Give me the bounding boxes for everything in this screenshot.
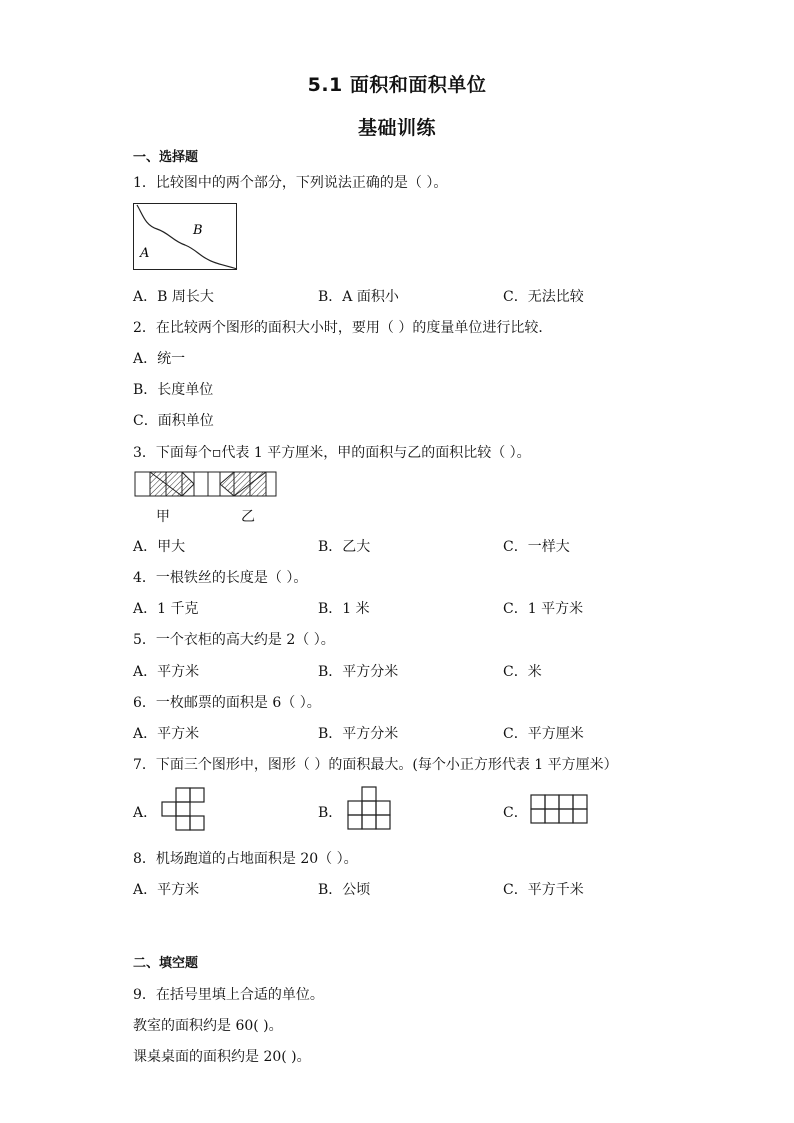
section-heading-fill: 二、填空题 xyxy=(133,956,199,971)
q3-option-a[interactable]: A．甲大 xyxy=(133,539,186,555)
q3-grid-figure xyxy=(134,471,278,499)
question-9: 9．在括号里填上合适的单位。 xyxy=(133,987,324,1003)
q3-label-jia: 甲 xyxy=(156,509,170,525)
q7-option-c[interactable]: C． xyxy=(503,805,528,821)
q3-shape-jia-triangle xyxy=(182,472,194,496)
q7-option-b[interactable]: B． xyxy=(318,805,343,821)
q1-figure xyxy=(133,203,239,271)
q1-option-c[interactable]: C．无法比较 xyxy=(503,289,584,305)
q4-option-a[interactable]: A．1 千克 xyxy=(133,601,199,617)
q8-option-a[interactable]: A．平方米 xyxy=(133,882,200,898)
q7-option-a[interactable]: A． xyxy=(133,805,158,821)
question-1: 1．比较图中的两个部分，下列说法正确的是（ ）。 xyxy=(133,175,448,191)
q5-option-a[interactable]: A．平方米 xyxy=(133,664,200,680)
question-8: 8．机场跑道的占地面积是 20（ ）。 xyxy=(133,851,358,867)
q8-option-c[interactable]: C．平方千米 xyxy=(503,882,584,898)
q5-option-b[interactable]: B．平方分米 xyxy=(318,664,399,680)
q1-option-a[interactable]: A．B 周长大 xyxy=(133,289,214,305)
question-4: 4．一根铁丝的长度是（ ）。 xyxy=(133,570,308,586)
q2-option-c[interactable]: C．面积单位 xyxy=(133,413,214,429)
q1-option-b[interactable]: B．A 面积小 xyxy=(318,289,399,305)
q7-figure-c xyxy=(530,794,590,826)
q7-figure-b xyxy=(347,786,393,832)
q9-line-desk[interactable]: 课桌桌面的面积约是 20( )。 xyxy=(133,1049,311,1065)
q6-option-b[interactable]: B．平方分米 xyxy=(318,726,399,742)
question-6: 6．一枚邮票的面积是 6（ ）。 xyxy=(133,695,321,711)
question-5: 5．一个衣柜的高大约是 2（ ）。 xyxy=(133,632,335,648)
page-title: 5.1 面积和面积单位 xyxy=(307,74,487,96)
q4-option-c[interactable]: C．1 平方米 xyxy=(503,601,584,617)
q3-label-yi: 乙 xyxy=(241,509,255,525)
q4-option-b[interactable]: B．1 米 xyxy=(318,601,370,617)
q7-figure-a xyxy=(161,787,207,831)
q2-option-a[interactable]: A．统一 xyxy=(133,351,186,367)
q3-option-b[interactable]: B．乙大 xyxy=(318,539,371,555)
question-2: 2．在比较两个图形的面积大小时，要用（ ）的度量单位进行比较． xyxy=(133,320,553,336)
q1-label-a: A xyxy=(140,246,150,261)
q3-option-c[interactable]: C．一样大 xyxy=(503,539,570,555)
section-heading-choice: 一、选择题 xyxy=(133,150,199,165)
q3-shape-yi-triangle xyxy=(220,472,234,496)
q8-option-b[interactable]: B．公顷 xyxy=(318,882,371,898)
q6-option-a[interactable]: A．平方米 xyxy=(133,726,200,742)
question-3: 3．下面每个▫代表 1 平方厘米，甲的面积与乙的面积比较（ ）。 xyxy=(133,445,531,461)
q1-label-b: B xyxy=(193,223,203,238)
q9-line-classroom[interactable]: 教室的面积约是 60( )。 xyxy=(133,1018,283,1034)
q2-option-b[interactable]: B．长度单位 xyxy=(133,382,214,398)
q5-option-c[interactable]: C．米 xyxy=(503,664,542,680)
q6-option-c[interactable]: C．平方厘米 xyxy=(503,726,584,742)
page-subtitle: 基础训练 xyxy=(357,117,436,139)
question-7: 7．下面三个图形中，图形（ ）的面积最大。(每个小正方形代表 1 平方厘米） xyxy=(133,757,618,773)
